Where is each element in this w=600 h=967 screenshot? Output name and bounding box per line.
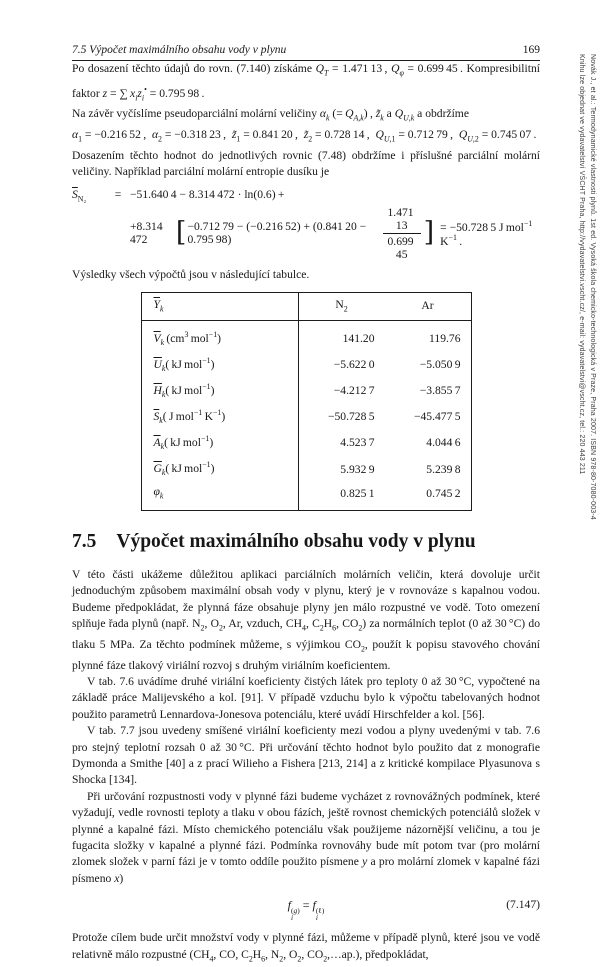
closing-paragraph: Protože cílem bude určit množství vody v plynné fázi, můžeme v případě plynů, které jsou ve vodě relativně málo rozpustné ($CH_4$, CO, $C_2H_6$, $N_2$, $O_2$, $CO_2,\dots ap$.), předpokládat, <box>72 931 540 963</box>
equation-result: = −50.728 5 J mol$^{-1}$ $K^{-1}$ . <box>440 218 535 249</box>
section-number: 7.5 <box>72 530 97 552</box>
results-table <box>141 292 472 511</box>
cell-value: 0.825 1 <box>340 486 375 500</box>
left-bracket: [ <box>175 217 187 249</box>
cell-value: 4.523 7 <box>340 436 375 450</box>
equation-lhs: $\overline{S}_{N_2}$ <box>72 187 87 203</box>
section-title: Výpočet maximálního obsahu vody v plynu <box>116 530 476 552</box>
cell-value: −4.212 7 <box>333 384 375 397</box>
fraction-denominator: 0.699 45 <box>387 234 416 261</box>
table-row <box>141 378 471 404</box>
cell-value: −3.855 7 <box>419 384 461 397</box>
entropy-equation <box>72 188 540 261</box>
cell-value: 141.20 <box>342 331 375 345</box>
page-content <box>72 44 540 967</box>
cell-value: −45.477 5 <box>413 410 461 424</box>
column-header-ar: Ar <box>385 293 472 320</box>
table-row <box>141 320 471 352</box>
table-row <box>141 483 471 511</box>
fraction-numerator: 1.471 13 <box>383 206 421 234</box>
intro-paragraph-2-lead: Na závěr vyčíslíme pseudoparciální molární veličiny $\alpha_k$ (= $Q_{A,k}$) , $z̃_k$ a $Q_{U,k}$ a obdržíme <box>72 107 469 123</box>
page-number: 169 <box>522 44 540 56</box>
equation-body: f (g) i = f (ℓ) i <box>287 898 325 923</box>
intro-paragraph-1: Po dosazení těchto údajů do rovn. (7.140) získáme $Q_T = 1.471$ 13 , $Q_\varphi = 0.699$ 45 . Kompresibilitní faktor z = ∑ $x_iz_i^• = 0.795$ 98 . <box>72 62 540 102</box>
row-label: $\varphi_k$ <box>141 483 298 511</box>
equation-line2-prefix: +8.314 472 <box>130 220 165 247</box>
body-paragraph-1: V této části ukážeme důležitou aplikaci parciálních molárních veličin, která dovoluje určit jednoduchým způsobem maximální obsah vody v plynu, který je v rovnováze s kapalnou vodou. Budeme předpokládat, že plynná fáze obsahuje plyny jen málo rozpustné ve vodě. Toto omezení splňuje řada plynů (např. $N_2$, $O_2$, Ar, vzduch, $CH_4$, $C_2H_6$, $CO_2$) za normálních teplot (0 až 30 °C) do tlaku 5 MPa. Za těchto podmínek můžeme, s výjimkou $CO_2$, použít k popisu stavového chování plynné fáze tlakový viriální rozvoj s druhým viriálním koeficientem. <box>72 567 541 672</box>
row-label: $\overline{V}_k$ ($cm^3$ mol$^{-1}$) <box>141 320 298 352</box>
symbol-column-header: $\overline{Y}_k$ <box>141 293 298 320</box>
section-heading <box>72 531 540 553</box>
cell-value: 5.932 9 <box>340 462 375 476</box>
body-paragraph-2: V tab. 7.6 uvádíme druhé viriální koeficienty čistých látek pro teploty 0 až 30 °C, vypočtené na základě práce Malijevského a kol. [91]. V případě vzduchu bylo k výpočtu tabelovaných hodnot použito parametrů Lennardova-Jonesova potenciálu, které uvádí Hirschfelder a kol. [56]. <box>72 674 540 721</box>
row-label: $\overline{G}_k$( kJ mol$^{-1}$) <box>141 456 298 482</box>
pseudo-molar-values-line: $\alpha_1 = -0.216$ 52 , $\alpha_2 = -0.318$ 23 , $z̃_1 = 0.841$ 20 , $z̃_2 = 0.728$ 14 , $Q_{U,1} = 0.712$ 79 , $Q_{U,2} = 0.745$ 07 . <box>72 128 537 144</box>
table-row <box>141 352 471 378</box>
sidebar-order-line: Knihu lze objednat ve vydavatelství VŠCHT Praha, http://vydavatelstvi.vscht.cz/, e-mail: vydavatelstvi@vscht.cz, tel.: 220 443 211 <box>578 54 585 475</box>
cell-value: 4.044 6 <box>426 436 461 450</box>
cell-value: −50.728 5 <box>327 410 375 424</box>
body-paragraph-4: Při určování rozpustnosti vody v plynné fázi budeme vycházet z rovnovážných podmínek, které vyžadují, vedle rovnosti teploty a tlaku v obou fázích, ještě rovnost chemických potenciálů složek v plynné a kapalné fázi. Místo chemického potenciálu však použijeme názornější veličinu, a tou je fugacita složky v kapalné a plynné fázi. Podmínka rovnováhy bude mít potom tvar (pro molární zlomek složek v parní fázi je v tomto oddíle použito písmene y a pro molární zlomek v kapalné fázi písmeno x) <box>72 789 540 885</box>
fraction <box>383 206 421 261</box>
row-label: $\overline{U}_k$( kJ mol$^{-1}$) <box>141 352 298 378</box>
intro-paragraph-2-tail: Dosazením těchto hodnot do jednotlivých rovnic (7.48) obdržíme i příslušné parciální molární veličiny. Například parciální molární entropie dusíku je <box>72 148 540 179</box>
column-header-n2: $N_2$ <box>298 293 385 320</box>
cell-value: 0.745 2 <box>426 486 461 500</box>
row-label: $\overline{H}_k$( kJ mol$^{-1}$) <box>141 378 298 404</box>
equation-bracket-body: −0.712 79 − (−0.216 52) + (0.841 20 − 0.795 98) <box>187 220 367 247</box>
row-label: $\overline{S}_k$( J mol$^{-1}$ $K^{-1}$) <box>141 404 298 430</box>
equation-7-147 <box>72 896 540 922</box>
sidebar-citation-line: Novák J., et al.: Termodynamické vlastnosti plynů. 1st ed. Vysoká škola chemicko-technologická v Praze, Praha 2007. ISBN 978-80-7080-003-4 <box>589 54 596 520</box>
row-label: $\overline{A}_k$( kJ mol$^{-1}$) <box>141 430 298 456</box>
margin-citation <box>576 54 598 814</box>
body-paragraph-3: V tab. 7.7 jsou uvedeny smíšené viriální koeficienty mezi vodou a plyny uvedenými v tab. 7.6 pro stejný teplotní rozsah 0 až 30 °C. Při určování těchto hodnot bylo použito dat z monografie Dymonda a Smithe [40] a z prací Wilieho a Fishera [213, 214] a z kritické kompilace Plyasunova s Shocka [134]. <box>72 724 540 787</box>
cell-value: −5.622 0 <box>333 357 375 371</box>
table-header-row <box>141 293 471 320</box>
right-bracket: ] <box>423 217 435 249</box>
table-row <box>141 404 471 430</box>
table-row <box>141 456 471 482</box>
equation-tag: (7.147) <box>506 898 540 912</box>
equals-sign: = <box>114 187 122 201</box>
table-row <box>141 430 471 456</box>
cell-value: 5.239 8 <box>426 462 461 476</box>
equation-line1: −51.640 4 − 8.314 472 · ln(0.6) + <box>130 187 285 201</box>
running-title: 7.5 Výpočet maximálního obsahu vody v plynu <box>72 44 287 56</box>
cell-value: −5.050 9 <box>419 357 461 371</box>
running-header <box>72 44 540 61</box>
table-intro-line: Výsledky všech výpočtů jsou v následující tabulce. <box>72 267 310 281</box>
cell-value: 119.76 <box>429 331 461 345</box>
